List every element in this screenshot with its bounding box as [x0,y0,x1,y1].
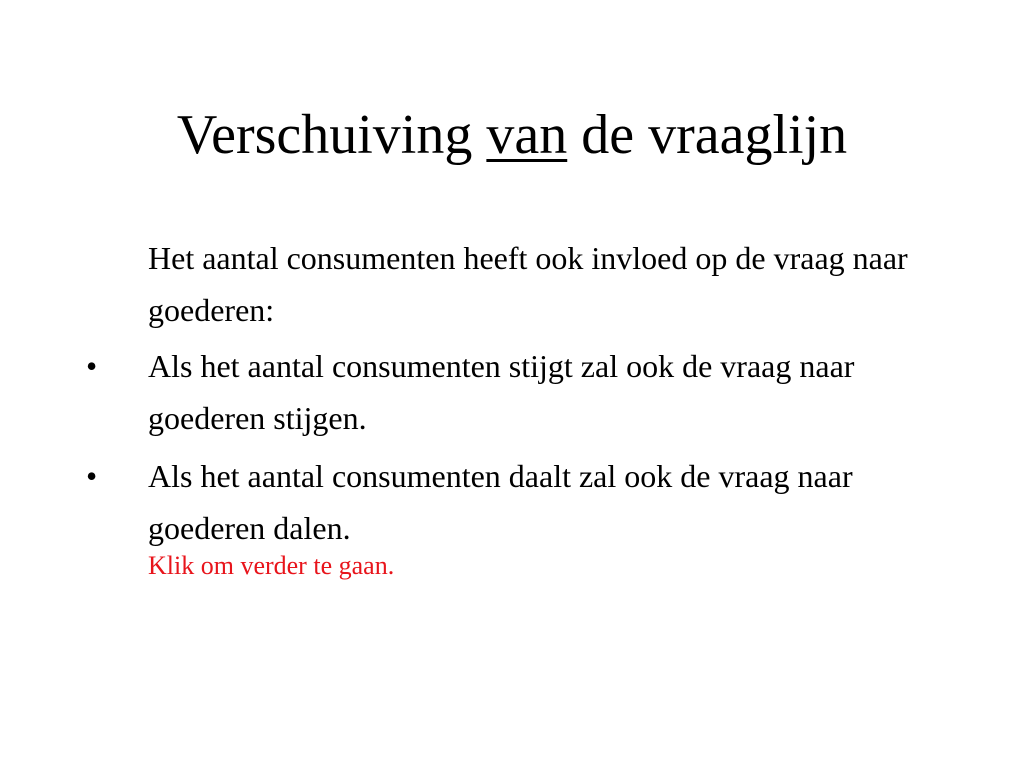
bullet-marker: • [86,348,98,384]
title-text-underlined: van [486,104,568,166]
title-text-end: de vraaglijn [567,104,848,166]
continue-prompt[interactable]: Klik om verder te gaan. [148,551,395,580]
bullet-item-stijgen: Als het aantal consumenten stijgt zal ook de vraag naar goederen stijgen. [148,348,855,436]
slide-title [0,102,1024,168]
bullet-item-dalen: Als het aantal consumenten daalt zal ook de vraag naar goederen dalen. [148,458,853,546]
title-text-start: Verschuiving [176,104,487,166]
intro-paragraph: Het aantal consumenten heeft ook invloed op de vraag naar goederen: [148,240,908,328]
bullet-marker: • [86,458,98,494]
